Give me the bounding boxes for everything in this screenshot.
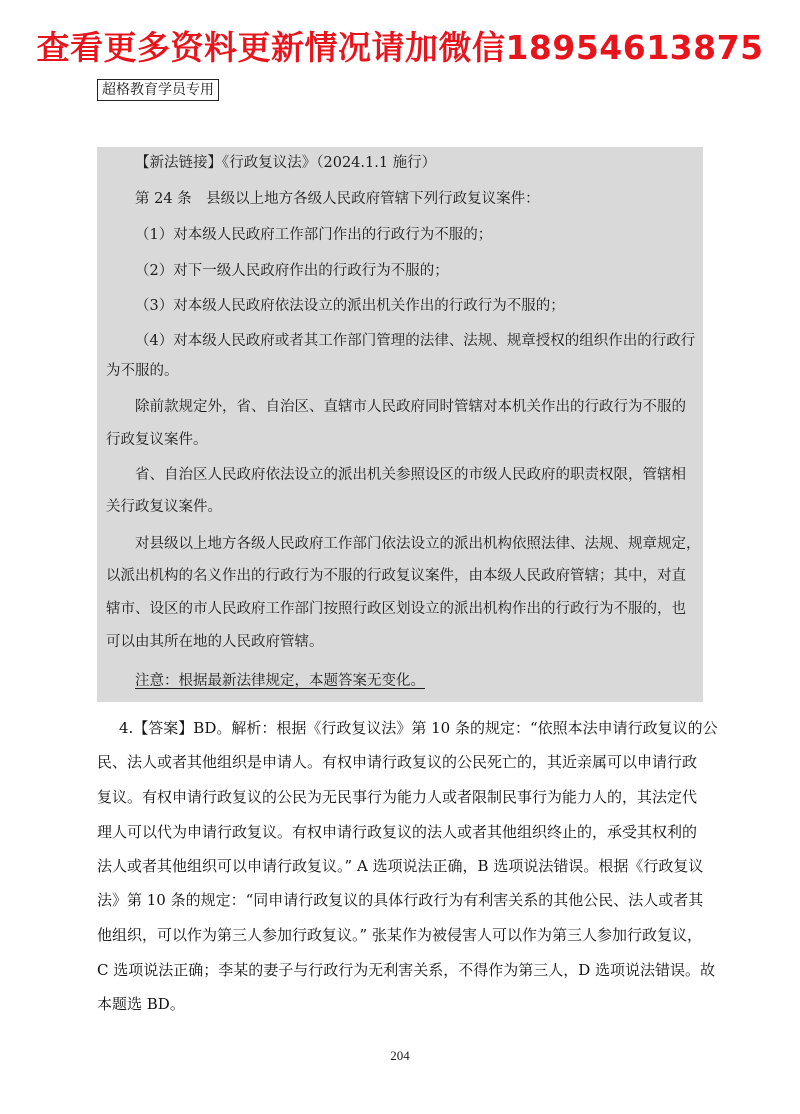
law-paragraph-4: 对县级以上地方各级人民政府工作部门依法设立的派出机构依照法律、法规、规章规定， [135,536,701,552]
law-paragraph-2-cont: 行政复议案件。 [106,432,208,448]
law-clause-2: （2）对下一级人民政府作出的行政行为不服的； [135,263,449,279]
law-note: 注意：根据最新法律规定，本题答案无变化。 [135,673,425,689]
law-paragraph-2: 除前款规定外，省、自治区、直辖市人民政府同时管辖对本机关作出的行政行为不服的 [135,399,686,415]
answer-line-1: 4.【答案】BD。解析：根据《行政复议法》第 10 条的规定：“依照本法申请行政复议的公 [119,719,718,737]
answer-line-6: 法》第 10 条的规定：“同申请行政复议的具体行政行为有利害关系的其他公民、法人或者其 [97,891,704,909]
answer-line-7: 他组织，可以作为第三人参加行政复议。” 张某作为被侵害人可以作为第三人参加行政复议， [97,926,702,944]
law-clause-1: （1）对本级人民政府工作部门作出的行政行为不服的； [135,227,493,243]
law-clause-3: （3）对本级人民政府依法设立的派出机关作出的行政行为不服的； [135,298,565,314]
law-box-heading: 【新法链接】《行政复议法》（2024.1.1 施行） [135,155,437,171]
student-use-label: 超格教育学员专用 [97,79,219,101]
answer-line-5: 法人或者其他组织可以申请行政复议。” A 选项说法正确，B 选项说法错误。根据《行政复议 [97,857,704,875]
answer-line-2: 民、法人或者其他组织是申请人。有权申请行政复议的公民死亡的，其近亲属可以申请行政 [97,753,698,771]
answer-line-9: 本题选 BD。 [97,995,185,1013]
law-article-title: 第 24 条 县级以上地方各级人民政府管辖下列行政复议案件： [135,191,540,207]
page-number: 204 [390,1048,410,1063]
answer-line-3: 复议。有权申请行政复议的公民为无民事行为能力人或者限制民事行为能力人的，其法定代 [97,788,698,806]
answer-line-8: C 选项说法正确；李某的妻子与行政行为无利害关系，不得作为第三人，D 选项说法错误。故 [97,961,716,979]
law-clause-4-cont: 为不服的。 [106,363,179,379]
answer-line-4: 理人可以代为申请行政复议。有权申请行政复议的法人或者其他组织终止的，承受其权利的 [97,823,698,841]
law-paragraph-4-line-3: 辖市、设区的市人民政府工作部门按照行政区划设立的派出机构作出的行政行为不服的，也 [106,601,686,617]
new-law-link-box [97,147,703,702]
law-paragraph-3: 省、自治区人民政府依法设立的派出机关参照设区的市级人民政府的职责权限，管辖相 [135,467,686,483]
watermark-banner: 查看更多资料更新情况请加微信18954613875 [36,28,764,67]
law-clause-4: （4）对本级人民政府或者其工作部门管理的法律、法规、规章授权的组织作出的行政行 [135,333,696,349]
law-paragraph-4-line-2: 以派出机构的名义作出的行政行为不服的行政复议案件，由本级人民政府管辖；其中，对直 [106,568,686,584]
law-paragraph-3-cont: 关行政复议案件。 [106,499,222,515]
law-paragraph-4-line-4: 可以由其所在地的人民政府管辖。 [106,634,324,650]
